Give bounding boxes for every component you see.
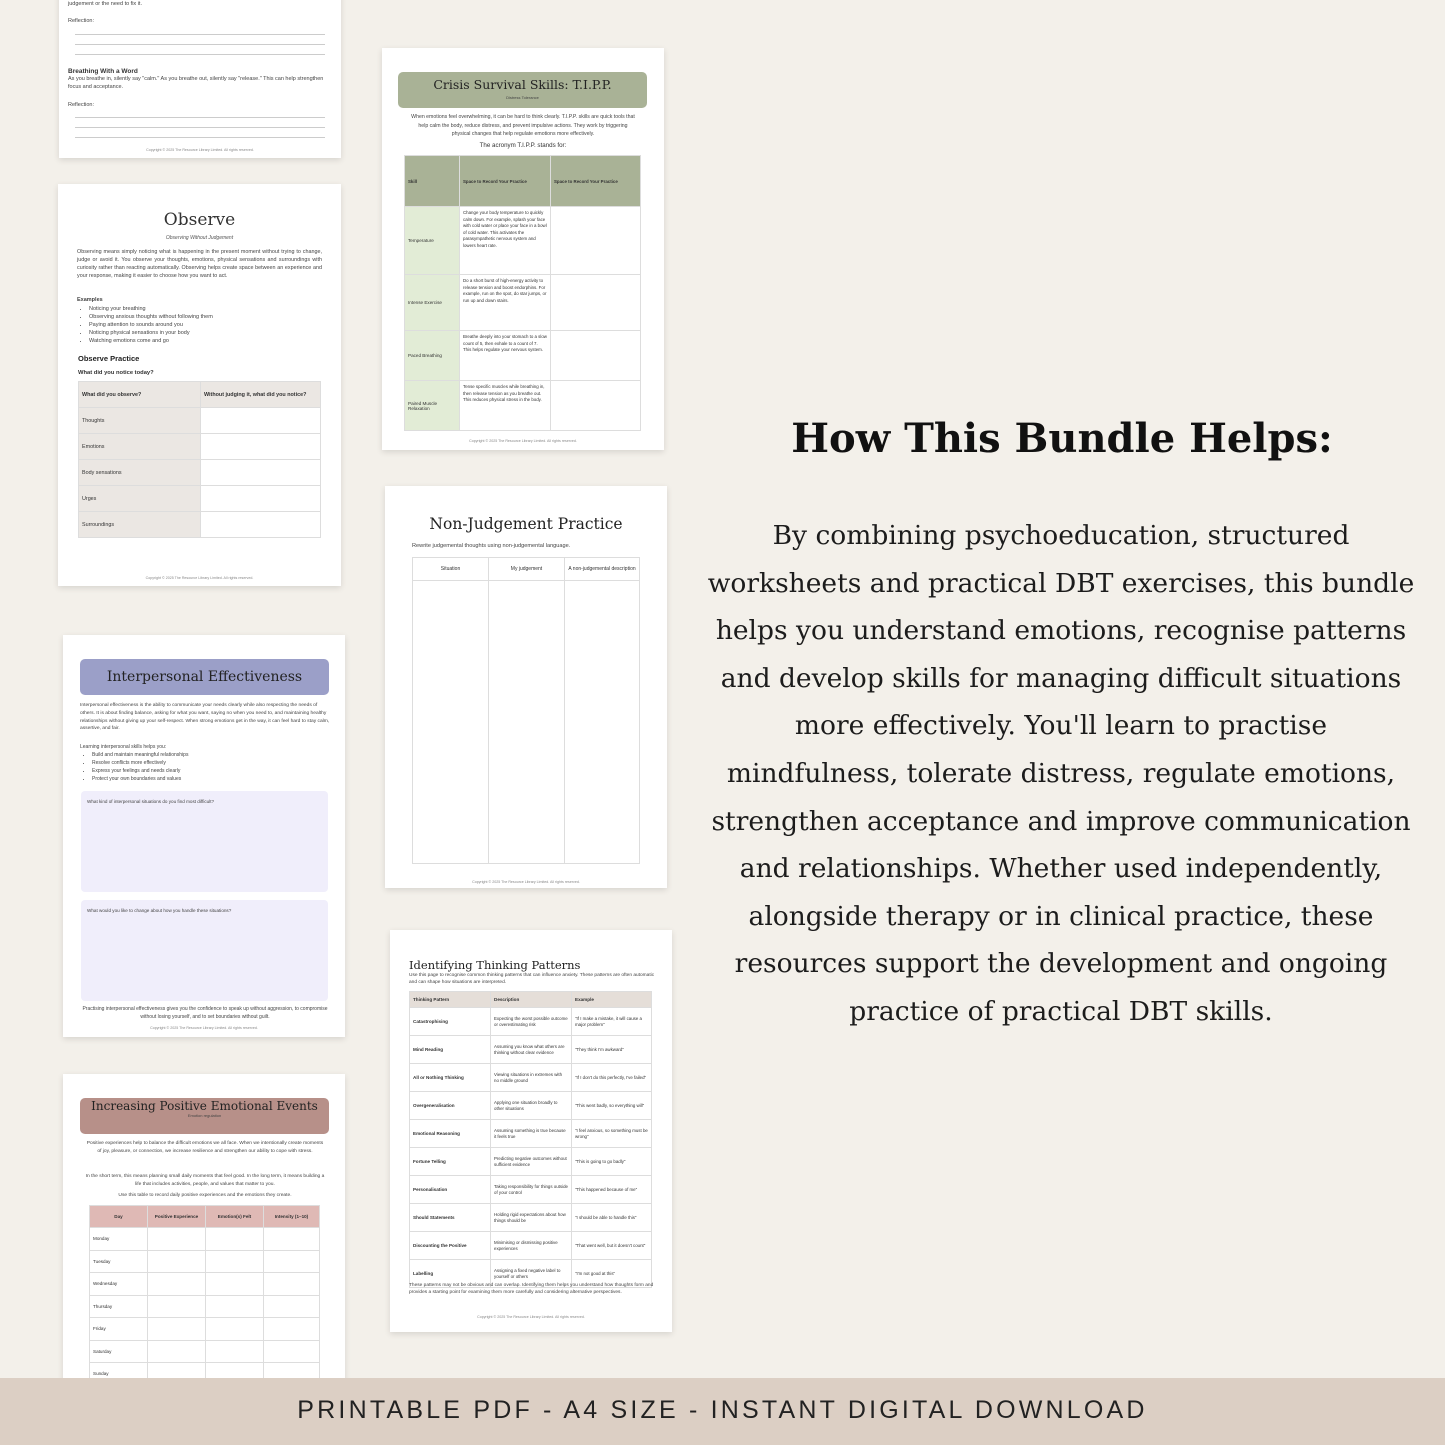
- reflection-line: [75, 54, 325, 55]
- reflection-label: Reflection:: [68, 18, 94, 24]
- practice-title: Observe Practice: [78, 354, 140, 363]
- breathing-text: As you breathe in, silently say "calm." As you breathe out, silently say "release." This can help strengthen focus and acceptance.: [68, 76, 324, 90]
- pattern-example: "This happened because of me": [572, 1176, 652, 1204]
- closing-text: Practising interpersonal effectiveness gives you the confidence to speak up without aggression, to compromise without losing yourself, and to set boundaries without guilt.: [82, 1006, 328, 1020]
- pattern-example: "This is going to go badly": [572, 1148, 652, 1176]
- table-cell[interactable]: [264, 1295, 320, 1318]
- table-cell[interactable]: [201, 408, 321, 434]
- table-cell[interactable]: [489, 581, 565, 864]
- column-header: Space to Record Your Practice: [460, 156, 551, 207]
- reflection-box[interactable]: [81, 791, 328, 892]
- table-cell[interactable]: [201, 460, 321, 486]
- table-cell[interactable]: [148, 1318, 206, 1341]
- intro-text: Use this page to recognise common thinking patterns that can influence anxiety. These patterns are often automatic and can shape how situations are interpreted.: [409, 973, 655, 985]
- page-subtitle: Observing Without Judgement: [165, 235, 234, 241]
- column-header: Intensity (1–10): [264, 1206, 320, 1228]
- list-item: • Protect your own boundaries and values: [92, 775, 322, 783]
- table-cell[interactable]: [551, 207, 641, 275]
- bundle-heading: How This Bundle Helps:: [791, 415, 1333, 462]
- pattern-description: Assuming you know what others are thinking without clear evidence: [491, 1036, 572, 1064]
- title-banner: [398, 72, 647, 108]
- intro-text: Observing means simply noticing what is happening in the present moment without trying to change, judge or avoid it. You observe your thoughts, emotions, physical sensations and surroundings with curiosity rather than reacting automatically. Observing helps create space between an experience and your response, making it easier to choose how you want to act.: [77, 249, 322, 279]
- box-question: What kind of interpersonal situations do you find most difficult?: [87, 799, 215, 804]
- table-row: [90, 1295, 320, 1318]
- skill-description: Breathe deeply into your stomach to a slow count of 5, then exhale to a count of 7. This helps regulate your nervous system.: [460, 331, 551, 381]
- pattern-description: Applying one situation broadly to other situations: [491, 1092, 572, 1120]
- table-row: [79, 434, 321, 460]
- copyright: Copyright © 2025 The Resource Library Limited. All rights reserved.: [472, 880, 580, 884]
- table-cell[interactable]: [264, 1273, 320, 1296]
- top-text: judgement or the need to fix it.: [68, 1, 142, 7]
- copyright: Copyright © 2025 The Resource Library Limited. All rights reserved.: [469, 439, 577, 443]
- pattern-name: All or Nothing Thinking: [410, 1064, 491, 1092]
- table-cell[interactable]: [206, 1318, 264, 1341]
- list-item: • Watching emotions come and go: [89, 337, 319, 345]
- day-label: Tuesday: [90, 1250, 148, 1273]
- table-row: [410, 1204, 652, 1232]
- table-cell[interactable]: [206, 1340, 264, 1363]
- reflection-box[interactable]: [81, 900, 328, 1001]
- list-item: • Express your feelings and needs clearly: [92, 767, 322, 775]
- column-header: What did you observe?: [79, 382, 201, 408]
- pattern-name: Fortune Telling: [410, 1148, 491, 1176]
- breathing-title: Breathing With a Word: [68, 68, 138, 75]
- skill-description: Change your body temperature to quickly calm down. For example, splash your face with cold water or place your face in a bowl of cold water. This activates the parasympathetic nervous system and lowers heart rate.: [460, 207, 551, 275]
- column-header: Without judging it, what did you notice?: [201, 382, 321, 408]
- positive-events-worksheet-page: [63, 1074, 345, 1404]
- table-cell[interactable]: [264, 1250, 320, 1273]
- column-header: Situation: [413, 558, 489, 581]
- intro-text: Positive experiences help to balance the difficult emotions we all face. When we intentionally create moments of joy, pleasure, or connection, we increase resilience and strengthen our ability to cope with stress.: [86, 1141, 324, 1154]
- table-row: [90, 1340, 320, 1363]
- table-row: [410, 1232, 652, 1260]
- table-row: [410, 1092, 652, 1120]
- observe-worksheet-page: [58, 184, 341, 586]
- page-title: Interpersonal Effectiveness: [106, 669, 303, 685]
- table-row: [90, 1250, 320, 1273]
- examples-label: Examples: [77, 297, 103, 303]
- table-cell[interactable]: [565, 581, 640, 864]
- row-label: Urges: [79, 486, 201, 512]
- non-judgement-worksheet-page: [385, 486, 667, 888]
- skill-label: Temperature: [405, 207, 460, 275]
- table-cell[interactable]: [148, 1228, 206, 1251]
- skill-label: Paced Breathing: [405, 331, 460, 381]
- row-label: Thoughts: [79, 408, 201, 434]
- intro-text: Interpersonal effectiveness is the ability to communicate your needs clearly while also respecting the needs of others. It is about finding balance, asking for what you want, saying no when you need to, and maintaining healthy relationships without giving up your self-respect. When strong emotions get in the way, it can feel hard to stay calm, assertive, and fair.: [80, 703, 330, 732]
- day-label: Friday: [90, 1318, 148, 1341]
- table-row: [79, 408, 321, 434]
- skill-label: Paired Muscle Relaxation: [405, 381, 460, 431]
- interpersonal-worksheet-page: [63, 635, 345, 1037]
- intro-text: In the short term, this means planning small daily moments that feel good. In the long term, it means building a life that includes activities, people, and values that matter to you.: [85, 1174, 325, 1187]
- title-banner: [80, 659, 329, 695]
- table-cell[interactable]: [148, 1250, 206, 1273]
- page-title: Increasing Positive Emotional Events: [91, 1099, 318, 1113]
- positive-events-table: [89, 1205, 320, 1386]
- table-cell[interactable]: [551, 275, 641, 331]
- table-row: [410, 1008, 652, 1036]
- pattern-name: Overgeneralisation: [410, 1092, 491, 1120]
- table-cell[interactable]: [264, 1340, 320, 1363]
- column-header: Emotion(s) Felt: [206, 1206, 264, 1228]
- pattern-description: Expecting the worst possible outcome or overestimating risk: [491, 1008, 572, 1036]
- pattern-example: "If I make a mistake, it will cause a major problem": [572, 1008, 652, 1036]
- pattern-description: Holding rigid expectations about how things should be: [491, 1204, 572, 1232]
- column-header: My judgement: [489, 558, 565, 581]
- intro-text: When emotions feel overwhelming, it can be hard to think clearly. T.I.P.P. skills are quick tools that help calm the body, reduce distress, and prevent impulsive actions. They work by triggering physical changes that help regulate emotions more effectively.: [411, 114, 635, 137]
- skill-description: Do a short burst of high-energy activity to release tension and boost endorphins. For example, run on the spot, do star jumps, or run up and down stairs.: [460, 275, 551, 331]
- table-cell[interactable]: [413, 581, 489, 864]
- closing-text: These patterns may not be obvious and can overlap. Identifying them helps you understand how thoughts form and provides a starting point for examining them more carefully and considering alternative perspectives.: [409, 1283, 654, 1295]
- row-label: Surroundings: [79, 512, 201, 538]
- examples-list: [79, 305, 319, 345]
- table-row: [79, 512, 321, 538]
- table-cell[interactable]: [206, 1228, 264, 1251]
- table-row: [405, 331, 641, 381]
- pattern-example: "They think I'm awkward": [572, 1036, 652, 1064]
- tipp-table: [404, 155, 641, 431]
- mindfulness-worksheet-page: [59, 0, 341, 158]
- table-row: [410, 1148, 652, 1176]
- page-subtitle: Emotion regulation: [187, 1113, 222, 1118]
- table-cell[interactable]: [206, 1273, 264, 1296]
- table-cell[interactable]: [148, 1295, 206, 1318]
- row-label: Body sensations: [79, 460, 201, 486]
- reflection-line: [75, 44, 325, 45]
- pattern-description: Assuming something is true because it feels true: [491, 1120, 572, 1148]
- table-row: [79, 460, 321, 486]
- observe-table: [78, 381, 321, 538]
- column-header: A non-judgemental description: [565, 558, 640, 581]
- day-label: Sunday: [90, 1363, 148, 1386]
- pattern-name: Discounting the Positive: [410, 1232, 491, 1260]
- table-row: [405, 381, 641, 431]
- copyright: Copyright © 2025 The Resource Library Limited. All rights reserved.: [145, 576, 254, 580]
- pattern-name: Personalisation: [410, 1176, 491, 1204]
- pattern-name: Emotional Reasoning: [410, 1120, 491, 1148]
- table-row: [90, 1228, 320, 1251]
- copyright: Copyright © 2025 The Resource Library Limited. All rights reserved.: [477, 1315, 585, 1319]
- pattern-name: Mind Reading: [410, 1036, 491, 1064]
- acronym-line: The acronym T.I.P.P. stands for:: [479, 142, 567, 149]
- row-label: Emotions: [79, 434, 201, 460]
- table-cell[interactable]: [551, 331, 641, 381]
- table-cell[interactable]: [264, 1228, 320, 1251]
- column-header: Thinking Pattern: [410, 992, 491, 1008]
- table-row: [90, 1318, 320, 1341]
- reflection-label: Reflection:: [68, 102, 94, 108]
- skill-description: Tense specific muscles while breathing in, then release tension as you breathe out. This reduces physical stress in the body.: [460, 381, 551, 431]
- pattern-description: Minimising or dismissing positive experiences: [491, 1232, 572, 1260]
- footer-text: PRINTABLE PDF - A4 SIZE - INSTANT DIGITAL DOWNLOAD: [297, 1396, 1148, 1424]
- thinking-patterns-table: [409, 991, 652, 1288]
- tipp-worksheet-page: [382, 48, 664, 450]
- reflection-line: [75, 34, 325, 35]
- table-row: [410, 1176, 652, 1204]
- table-cell[interactable]: [206, 1295, 264, 1318]
- pattern-example: "I'm not good at this": [572, 1260, 652, 1288]
- table-cell[interactable]: [201, 486, 321, 512]
- list-item: • Observing anxious thoughts without following them: [89, 313, 319, 321]
- day-label: Thursday: [90, 1295, 148, 1318]
- list-item: • Resolve conflicts more effectively: [92, 759, 322, 767]
- table-cell[interactable]: [206, 1250, 264, 1273]
- copyright: Copyright © 2025 The Resource Library Limited. All rights reserved.: [146, 148, 254, 152]
- table-cell[interactable]: [201, 434, 321, 460]
- pattern-example: "I feel anxious, so something must be wrong": [572, 1120, 652, 1148]
- box-question: What would you like to change about how you handle these situations?: [87, 908, 232, 913]
- pattern-description: Assigning a fixed negative label to yourself or others: [491, 1260, 572, 1288]
- table-row: [90, 1273, 320, 1296]
- pattern-name: Labelling: [410, 1260, 491, 1288]
- title-banner: [80, 1098, 329, 1134]
- table-row: [405, 275, 641, 331]
- pattern-description: Taking responsibility for things outside of your control: [491, 1176, 572, 1204]
- page-subtitle: Rewrite judgemental thoughts using non-judgemental language.: [412, 543, 571, 549]
- benefits-list: [82, 751, 322, 783]
- pattern-description: Viewing situations in extremes with no middle ground: [491, 1064, 572, 1092]
- pattern-example: "I should be able to handle this": [572, 1204, 652, 1232]
- list-item: • Noticing physical sensations in your body: [89, 329, 319, 337]
- pattern-name: Catastrophising: [410, 1008, 491, 1036]
- intro-text: Use this table to record daily positive experiences and the emotions they create.: [118, 1193, 292, 1198]
- pattern-example: "This went badly, so everything will": [572, 1092, 652, 1120]
- list-item: • Noticing your breathing: [89, 305, 319, 313]
- day-label: Wednesday: [90, 1273, 148, 1296]
- table-row: [410, 1036, 652, 1064]
- bundle-description: By combining psychoeducation, structured worksheets and practical DBT exercises, this bundle helps you understand emotions, recognise patterns and develop skills for managing difficult situations more effectively. You'll learn to practise mindfulness, tolerate distress, regulate emotions, strengthen acceptance and improve communication and relationships. Whether used independently, alongside therapy or in clinical practice, these resources support the development and ongoing practice of practical DBT skills.: [707, 520, 1415, 1027]
- day-label: Saturday: [90, 1340, 148, 1363]
- table-row: [410, 1064, 652, 1092]
- footer-bar: [0, 1378, 1445, 1445]
- skill-label: Intense Exercise: [405, 275, 460, 331]
- thinking-patterns-worksheet-page: [390, 930, 672, 1332]
- day-label: Monday: [90, 1228, 148, 1251]
- pattern-name: Should Statements: [410, 1204, 491, 1232]
- table-row: [410, 1120, 652, 1148]
- non-judgement-table: [412, 557, 640, 864]
- column-header: Day: [90, 1206, 148, 1228]
- table-cell[interactable]: [264, 1318, 320, 1341]
- table-cell[interactable]: [551, 381, 641, 431]
- page-title: Crisis Survival Skills: T.I.P.P.: [433, 77, 612, 92]
- page-title: Identifying Thinking Patterns: [409, 958, 581, 972]
- copyright: Copyright © 2025 The Resource Library Limited. All rights reserved.: [150, 1026, 258, 1030]
- column-header: Description: [491, 992, 572, 1008]
- column-header: Positive Experience: [148, 1206, 206, 1228]
- practice-question: What did you notice today?: [78, 370, 154, 376]
- list-item: • Paying attention to sounds around you: [89, 321, 319, 329]
- table-row: [405, 207, 641, 275]
- reflection-line: [75, 117, 325, 118]
- page-subtitle: Distress Tolerance: [506, 95, 539, 100]
- table-row: [79, 486, 321, 512]
- table-cell[interactable]: [148, 1340, 206, 1363]
- reflection-line: [75, 127, 325, 128]
- page-title: Non-Judgement Practice: [429, 515, 623, 533]
- list-item: • Build and maintain meaningful relationships: [92, 751, 322, 759]
- pattern-example: "If I don't do this perfectly, I've failed": [572, 1064, 652, 1092]
- pattern-example: "That went well, but it doesn't count": [572, 1232, 652, 1260]
- learning-label: Learning interpersonal skills helps you:: [80, 744, 167, 750]
- reflection-line: [75, 137, 325, 138]
- pattern-description: Predicting negative outcomes without sufficient evidence: [491, 1148, 572, 1176]
- column-header: Space to Record Your Practice: [551, 156, 641, 207]
- column-header: Example: [572, 992, 652, 1008]
- column-header: Skill: [405, 156, 460, 207]
- table-cell[interactable]: [201, 512, 321, 538]
- table-cell[interactable]: [148, 1273, 206, 1296]
- page-title: Observe: [163, 210, 236, 230]
